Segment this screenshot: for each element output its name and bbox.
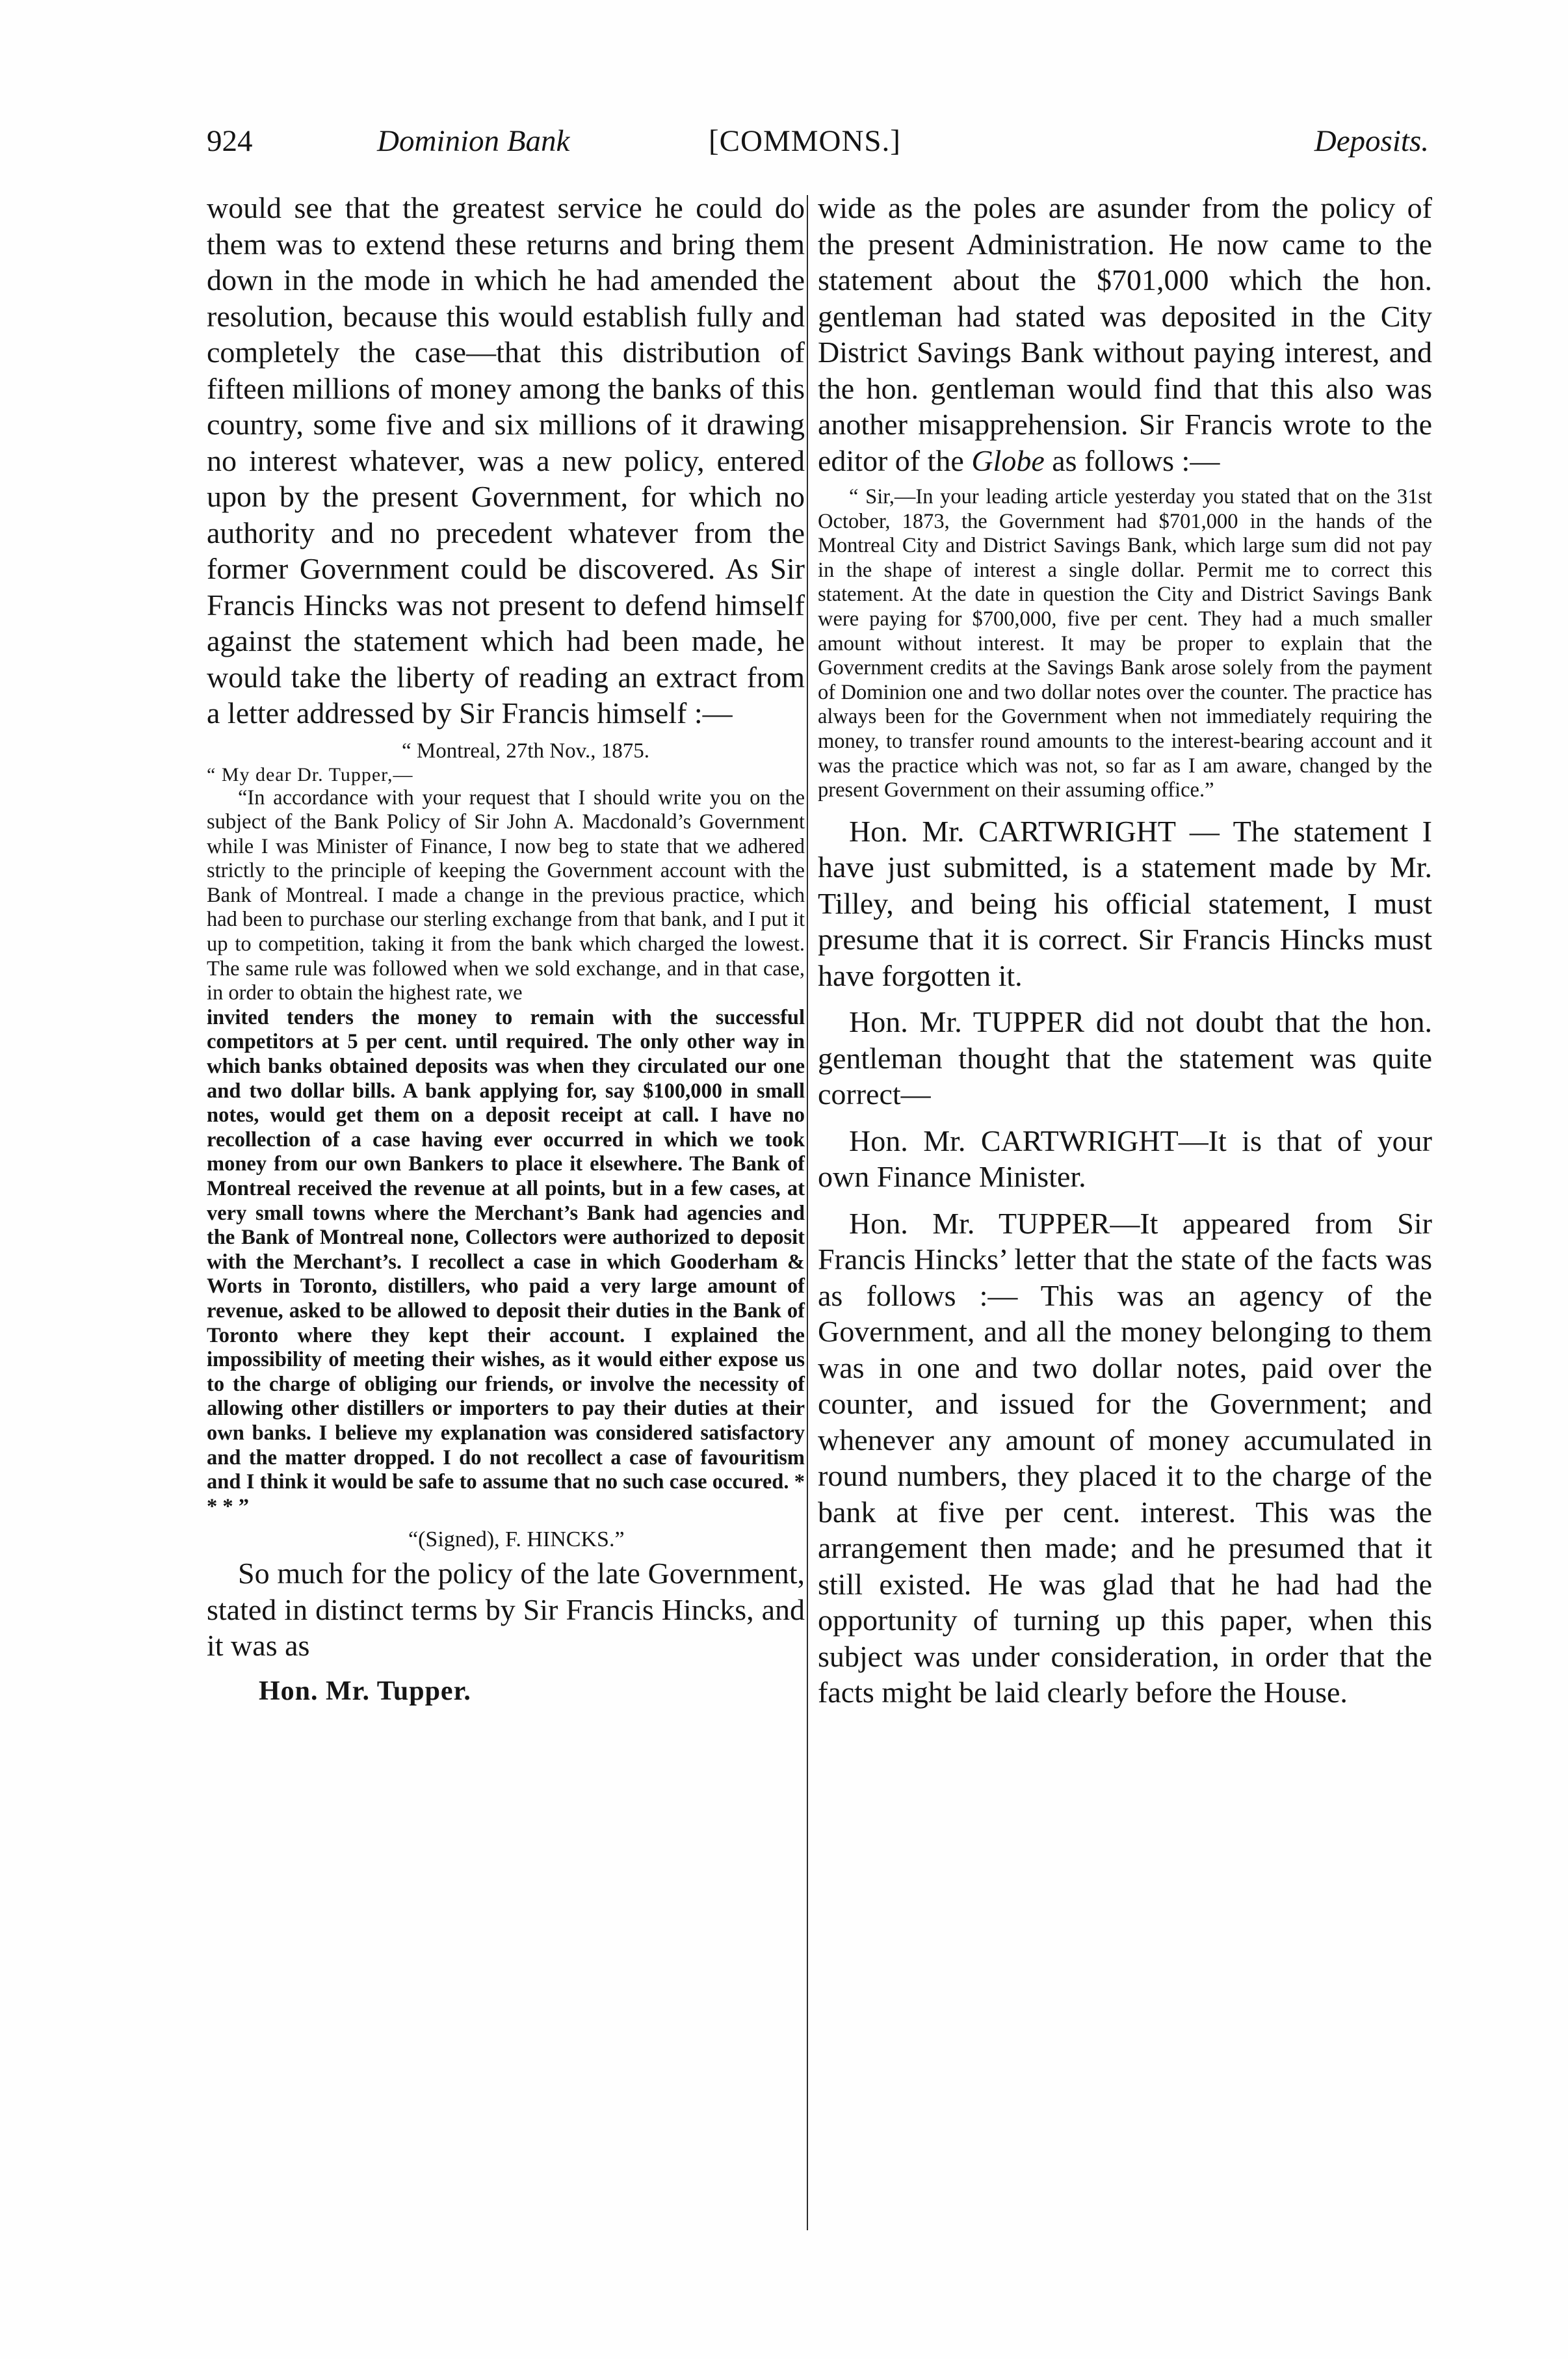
header-right-title: Deposits.: [1314, 124, 1429, 158]
left-column: [207, 190, 805, 1708]
right-paragraph-text: wide as the poles are asunder from the policy of the present Administration. He now came to the statement about the $701,000 which the hon. gentleman had stated was deposited in the City District Savings Bank without paying interest, and the hon. gentleman would find that this also was another misapprehension. Sir Francis wrote to the editor of the: [818, 191, 1432, 477]
right-column: [818, 190, 1432, 1711]
left-paragraph-closing: So much for the policy of the late Government, stated in distinct terms by Sir Francis Hincks, and it was as: [207, 1557, 805, 1663]
column-divider: [807, 195, 808, 2230]
cartwright-statement: Hon. Mr. CARTWRIGHT — The statement I have just submitted, is a statement made by Mr. Tilley, and being his official statement, I must presume that it is correct. Sir Francis Hincks must have forgotten it.: [818, 814, 1432, 992]
right-paragraph-ending: as follows :—: [1044, 443, 1220, 477]
left-paragraph-continued: would see that the greatest service he could do them was to extend these returns and bring them down in the mode in which he had amended the resolution, because this would establish fully and completely the case—that this distribution of fifteen millions of money among the banks of this country, some five and six millions of it drawing no interest whatever, was a new policy, entered upon by the present Government, for which no authority and no precedent whatever from the former Government could be discovered. As Sir Francis Hincks was not present to defend himself against the statement which had been made, he would take the liberty of reading an extract from a letter addressed by Sir Francis himself :—: [207, 191, 805, 730]
tupper-reply: Hon. Mr. TUPPER did not doubt that the hon. gentleman thought that the statement was quite correct—: [818, 1005, 1432, 1111]
cartwright-interjection: Hon. Mr. CARTWRIGHT—It is that of your own Finance Minister.: [818, 1124, 1432, 1194]
letter-salutation: “ My dear Dr. Tupper,—: [207, 763, 413, 785]
right-paragraph-continued: [818, 190, 1432, 479]
letter-signature: “(Signed), F. HINCKS.”: [408, 1527, 625, 1552]
quoted-letter: “ Sir,—In your leading article yesterday you stated that on the 31st October, 1873, the Government had $701,000 in the hands of the Montreal City and District Savings Bank, which large sum did not pay in the shape of interest a single dollar. Permit me to correct this statement. At the date in question the City and District Savings Bank were paying for $700,000, five per cent. They had a much smaller amount without interest. It may be proper to explain that the Government credits at the Savings Bank arose solely from the payment of Dominion one and two dollar notes over the counter. The practice has always been for the Government when not immediately requiring the money, to transfer round amounts to the interest-bearing account and it was the practice which was not, so far as I am aware, changed by the present Government on their assuming office.”: [818, 485, 1432, 802]
letter-dateline: “ Montreal, 27th Nov., 1875.: [402, 739, 649, 763]
newspaper-title: Globe: [971, 443, 1045, 477]
running-head: [207, 124, 1429, 169]
header-center-title: [COMMONS.]: [709, 124, 901, 158]
page-number: 924: [207, 124, 253, 158]
letter-body-part-two: invited tenders the money to remain with the successful competitors at 5 per cent. until required. The only other way in which banks obtained deposits was when they circulated our one and two dollar bills. A bank applying for, say $100,000 in small notes, would get them on a deposit receipt at call. I have no recollection of a case having ever occurred in which we took money from our own Bankers to place it elsewhere. The Bank of Montreal received the revenue at all points, but in a few cases, at very small towns where the Merchant’s Bank had agencies and the Bank of Montreal none, Collectors were authorized to deposit with the Merchant’s. I recollect a case in which Gooderham & Worts in Toronto, distillers, who paid a very large amount of revenue, asked to be allowed to deposit their duties in the Bank of Toronto where they kept their account. I explained the impossibility of meeting their wishes, as it would either expose us to the charge of obliging our friends, or involve the necessity of allowing other distillers or importers to pay their duties at their own banks. I believe my explanation was considered satisfactory and the matter dropped. I do not recollect a case of favouritism and I think it would be safe to assume that no such case occured. * * * ”: [207, 1005, 805, 1518]
header-left-title: Dominion Bank: [377, 124, 570, 158]
tupper-explanation: Hon. Mr. TUPPER—It appeared from Sir Francis Hincks’ letter that the state of the facts was as follows :— This was an agency of the Government, and all the money belonging to them was in one and two dollar notes, paid over the counter, and issued for the Government; and whenever any amount of money accumulated in round numbers, they placed it to the charge of the bank at five per cent. interest. This was the arrangement then made; and he presumed that it still existed. He was glad that he had had the opportunity of turning up this paper, when this subject was under consideration, in order that the facts might be laid clearly before the House.: [818, 1206, 1432, 1709]
speaker-heading: Hon. Mr. Tupper.: [259, 1676, 471, 1706]
letter-body-part-one: “In accordance with your request that I should write you on the subject of the Bank Policy of Sir John A. Macdonald’s Government while I was Minister of Finance, I now beg to state that we adhered strictly to the principle of keeping the Government account with the Bank of Montreal. I made a change in the previous practice, which had been to purchase our sterling exchange from that bank, and I put it up to competition, taking it from the bank which charged the lowest. The same rule was followed when we sold exchange, and in that case, in order to obtain the highest rate, we: [207, 785, 805, 1005]
